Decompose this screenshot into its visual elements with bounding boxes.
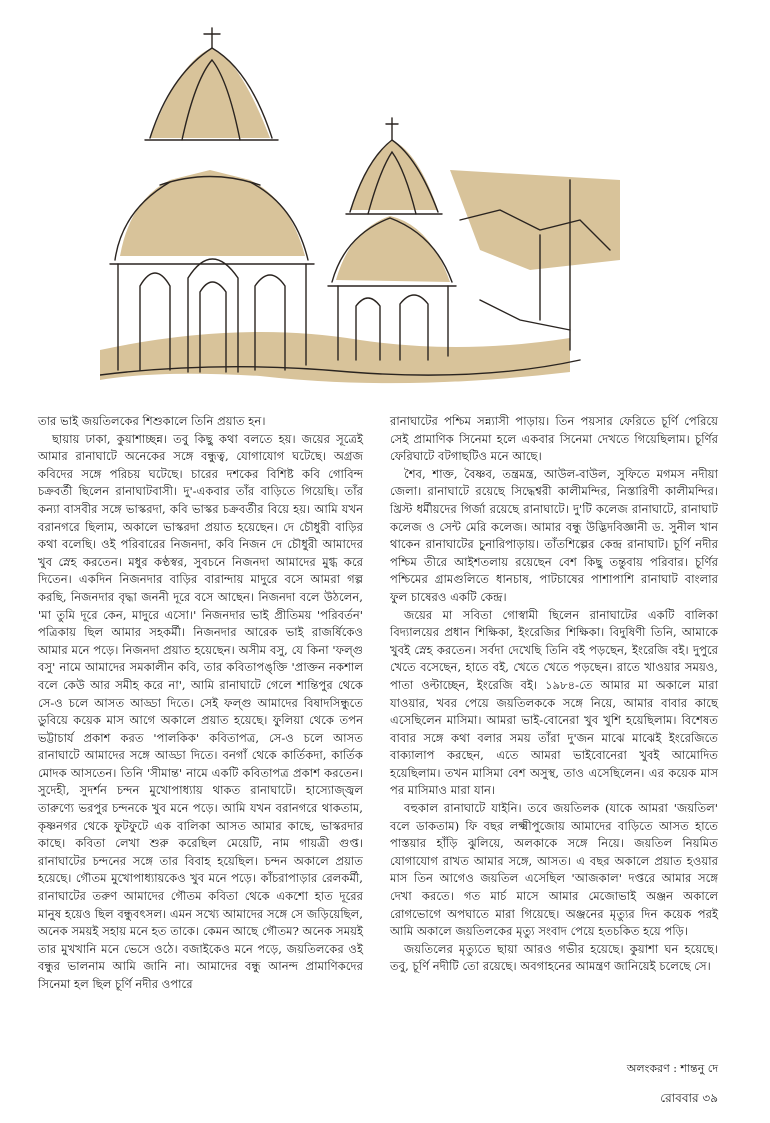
paragraph: শৈব, শাক্ত, বৈষ্ণব, তন্ত্রমন্ত্র, আউল-বাউল, সুফিতে মগমস নদীয়া জেলা। রানাঘাটে রয়েছে সিদ্ধেশ্বরী কালীমন্দির, নিস্তারিণী কালীমন্দির। খ্রিস্ট ধর্মীয়দের গির্জা রয়েছে রানাঘাটে। দু'টি কলেজ রানাঘাটে, রানাঘাট কলেজ ও সেন্ট মেরি কলেজ। আমার বন্ধু উদ্ভিদবিজ্ঞানী ড. সুনীল খান থাকেন রানাঘাটের চুনারিপাড়ায়। তাঁতশিল্পের কেন্দ্র রানাঘাট। চূর্ণি নদীর পশ্চিম তীরে আইশতলায় রয়েছেন বেশ কিছু তন্তুবায় পরিবার। চূর্ণির পশ্চিমের গ্রামগুলিতে ধানচাষ, পাটচাষের পাশাপাশি রানাঘাট বাংলার ফুল চাষেরও একটি কেন্দ্র। bbox=[390, 466, 718, 604]
article-column-left bbox=[38, 413, 363, 994]
paragraph: জয়তিলের মৃত্যুতে ছায়া আরও গভীর হয়েছে। কুয়াশা ঘন হয়েছে। তবু, চূর্ণি নদীটি তো রয়েছে। অবগাহনের আমন্ত্রণ জানিয়েই চলেছে সে। bbox=[390, 941, 718, 974]
illustration-wash bbox=[100, 48, 620, 383]
paragraph: ছায়ায় ঢাকা, কুয়াশাচ্ছন্ন। তবু কিছু কথা বলতে হয়। জয়ের সূত্রেই আমার রানাঘাটে অনেকের সঙ্গে বন্ধুত্ব, যোগাযোগ ঘটেছে। অগ্রজ কবিদের সঙ্গে পরিচয় ঘটেছে। চারের দশকের বিশিষ্ট কবি গোবিন্দ চক্রবর্তী ছিলেন রানাঘাটবাসী। দু'-একবার তাঁর বাড়িতে গিয়েছি। তাঁর কন্যা বাসবীর সঙ্গে ভাস্করদা, কবি ভাস্কর চক্রবর্তীর বিয়ে হয়। আমি যখন বরানগরে ছিলাম, অকালে ভাস্করদা প্রয়াত হয়েছেন। দে চৌধুরী বাড়ির কথা বলেছি। ওই পরিবারের নিজনদা, কবি নিজন দে চৌধুরী আমাদের খুব স্নেহ করতেন। মধুর কণ্ঠস্বর, সুবচনে নিজনদা আমাদের মুগ্ধ করে দিতেন। একদিন নিজনদার বাড়ির বারান্দায় মাদুরে বসে আমরা গল্প করছি, নিজনদার বৃদ্ধা জননী দূরে বসে আছেন। নিজনদা বলে উঠলেন, 'মা তুমি দূরে কেন, মাদুরে এসো।' নিজনদার ভাই প্রীতিময় 'পরিবর্তন' পত্রিকায় ছিল আমার সহকর্মী। নিজনদার আরেক ভাই রাজর্ষিকেও আমার মনে পড়ে। নিজনদা প্রয়াত হয়েছেন। অসীম বসু, যে কিনা 'ফল্গু বসু' নামে আমাদের সমকালীন কবি, তার কবিতাপঙ্‌ক্তি 'প্রাক্তন নকশাল বলে কেউ আর সমীহ করে না', আমি রানাঘাটে গেলে শান্তিপুর থেকে সে-ও চলে আসত আড্ডা দিতে। সেই ফল্গু আমাদের বিষাদসিন্ধুতে ডুবিয়ে কয়েক মাস আগে অকালে প্রয়াত হয়েছে। ফুলিয়া থেকে তপন ভট্টাচার্য প্রকাশ করত 'পালকিক' কবিতাপত্র, সে-ও চলে আসত রানাঘাটে আমাদের সঙ্গে আড্ডা দিতে। বনগাঁ থেকে কার্তিকদা, কার্তিক মোদক আসতেন। তিনি 'সীমান্ত' নামে একটি কবিতাপত্র প্রকাশ করতেন। সুদেহী, সুদর্শন চন্দন মুখোপাধ্যায় থাকত রানাঘাটে। হাস্যোজ্জ্বল তারুণ্যে ভরপুর চন্দনকে খুব মনে পড়ে। আমি যখন বরানগরে থাকতাম, কৃষ্ণনগর থেকে ফুটফুটে এক বালিকা আসত আমার কাছে, ভাস্করদার কাছে। কবিতা লেখা শুরু করেছিল মেয়েটি, নাম গায়ত্রী গুপ্ত। রানাঘাটের চন্দনের সঙ্গে তার বিবাহ হয়েছিল। চন্দন অকালে প্রয়াত হয়েছে। গৌতম মুখোপাধ্যায়কেও খুব মনে পড়ে। কাঁচরাপাড়ার রেলকর্মী, রানাঘাটের তরুণ আমাদের গৌতম কবিতা থেকে একশো হাত দূরের মানুষ হয়েও ছিল বন্ধুবৎসল। এমন সখ্যে আমাদের সঙ্গে সে জড়িয়েছিল, অনেক সময়ই সহায় মনে হত তাকে। কেমন আছে গৌতম? অনেক সময়ই তার মুখখানি মনে ভেসে ওঠে। বজাইকেও মনে পড়ে, জয়তিলকের ওই বন্ধুর ভালনাম আমি জানি না। আমাদের বন্ধু আনন্দ প্রামাণিকদের সিনেমা হল ছিল চূর্ণি নদীর ওপারে bbox=[38, 431, 363, 991]
article-column-right bbox=[390, 413, 718, 976]
paragraph: রানাঘাটের পশ্চিম সন্ন্যাসী পাড়ায়। তিন পয়সার ফেরিতে চূর্ণি পেরিয়ে সেই প্রামাণিক সিনেমা হলে একবার সিনেমা দেখতে গিয়েছিলাম। চূর্ণির ফেরিঘাটে বটগাছটিও মনে আছে। bbox=[390, 414, 718, 464]
paragraph: বহুকাল রানাঘাটে যাইনি। তবে জয়তিলক (যাকে আমরা 'জয়তিল' বলে ডাকতাম) ফি বছর লক্ষ্মীপুজোয় আমাদের বাড়িতে আসত হাতে পাস্তয়ার হাঁড়ি ঝুলিয়ে, অলকাকে সঙ্গে নিয়ে। জয়তিল নিয়মিত যোগাযোগ রাখত আমার সঙ্গে, আসত। এ বছর অকালে প্রয়াত হওয়ার মাস তিন আগেও জয়তিল এসেছিল 'আজকাল' দপ্তরে আমার সঙ্গে দেখা করতে। গত মার্চ মাসে আমার মেজোভাই অঞ্জন অকালে রোগভোগে অপঘাতে মারা গিয়েছে। অঞ্জনের মৃত্যুর দিন কয়েক পরই আমি অকালে জয়তিলকের মৃত্যু সংবাদ পেয়ে হতচকিত হয়ে পড়ি। bbox=[390, 801, 718, 939]
temple-illustration bbox=[100, 20, 620, 402]
page-folio: রোববার ৩৯ bbox=[660, 1091, 718, 1105]
illustration-credit: অলংকরণ : শান্তনু দে bbox=[626, 1062, 718, 1075]
paragraph: জয়ের মা সবিতা গোস্বামী ছিলেন রানাঘাটের একটি বালিকা বিদ্যালয়ের প্রধান শিক্ষিকা, ইংরেজির শিক্ষিকা। বিদুষিণী তিনি, আমাকে খুবই স্নেহ করতেন। সর্বদা দেখেছি তিনি বই পড়ছেন, ইংরেজি বই। দুপুরে খেতে বসেছেন, হাতে বই, খেতে খেতে পড়ছেন। রাতে খাওয়ার সময়ও, পাতা ওল্টাচ্ছেন, ইংরেজি বই। ১৯৮৪-তে আমার মা অকালে মারা যাওয়ার, খবর পেয়ে জয়তিলককে সঙ্গে নিয়ে, আমার বাবার কাছে এসেছিলেন মাসিমা। আমরা ভাই-বোনেরা খুব খুশি হয়েছিলাম। বিশেষত বাবার সঙ্গে কথা বলার সময় তাঁরা দু'জন মাঝে মাঝেই ইংরেজিতে বাক্যালাপ করছেন, এতে আমরা ভাইবোনেরা খুবই আমোদিত হয়েছিলাম। তখন মাসিমা বেশ অসুস্থ, তাও এসেছিলেন। এর কয়েক মাস পর মাসিমাও মারা যান। bbox=[390, 607, 718, 798]
paragraph: তার ভাই জয়তিলকের শিশুকালে তিনি প্রয়াত হন। bbox=[38, 414, 266, 428]
